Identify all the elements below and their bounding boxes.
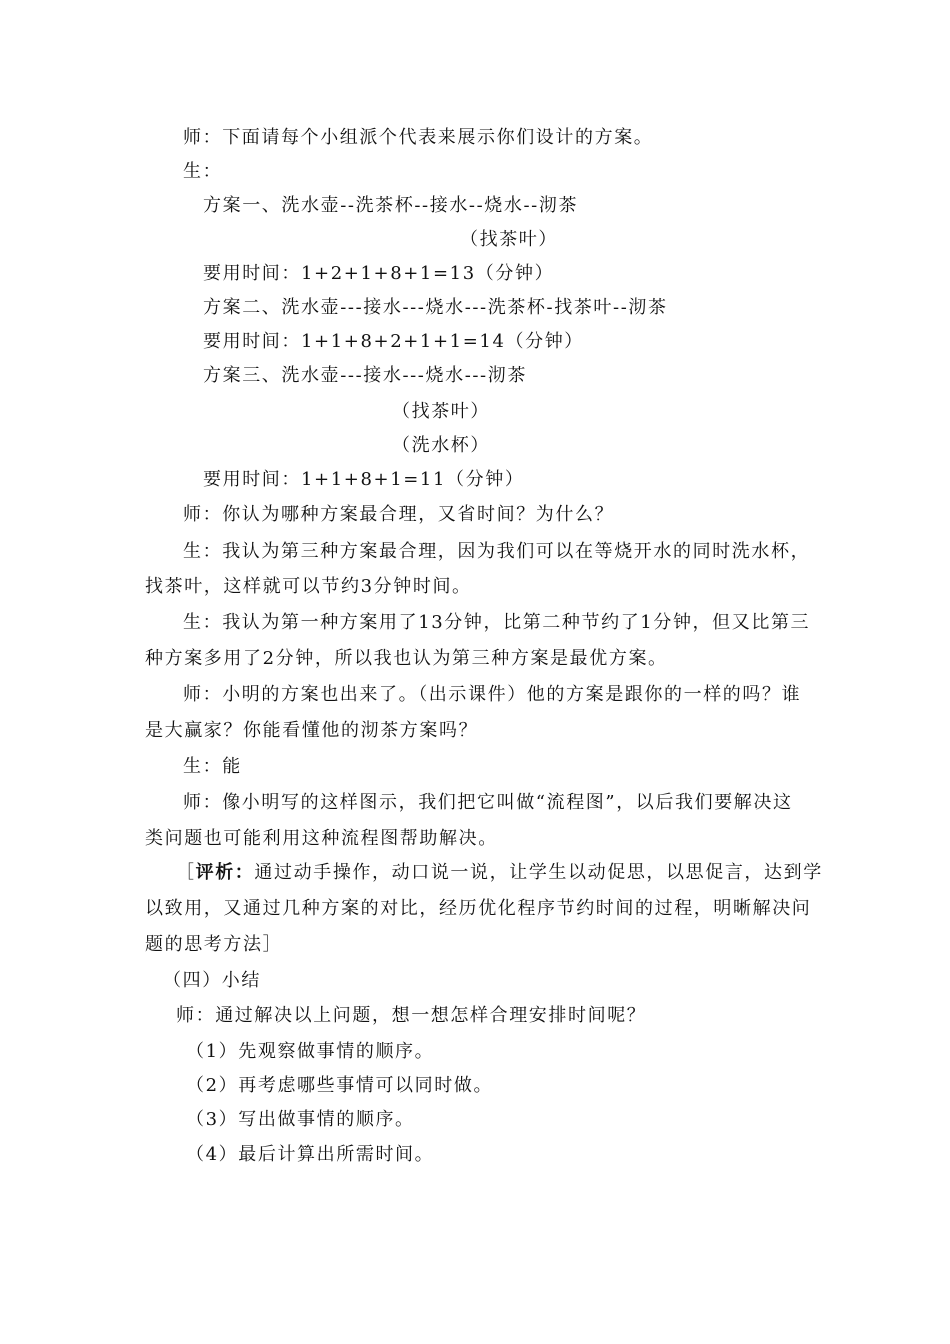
commentary-continued: 题的思考方法］ — [145, 934, 283, 955]
summary-item-1: （1）先观察做事情的顺序。 — [186, 1041, 435, 1062]
plan-two-steps: 方案二、洗水壶---接水---烧水---洗茶杯-找茶叶--沏茶 — [203, 297, 668, 318]
student-line: 生： — [183, 161, 223, 182]
teacher-line: 师：通过解决以上问题，想一想怎样合理安排时间呢？ — [176, 1005, 647, 1026]
student-line: 生：我认为第一种方案用了13分钟，比第二种节约了1分钟，但又比第三 — [183, 612, 811, 633]
teacher-line-continued: 是大赢家？你能看懂他的沏茶方案吗？ — [145, 720, 479, 741]
commentary-continued: 以致用，又通过几种方案的对比，经历优化程序节约时间的过程，明晰解决问 — [145, 898, 812, 919]
teacher-line: 师：你认为哪种方案最合理，又省时间？为什么？ — [183, 504, 615, 525]
plan-two-time: 要用时间：1+1+8+2+1+1=14（分钟） — [203, 331, 584, 352]
student-line-continued: 种方案多用了2分钟，所以我也认为第三种方案是最优方案。 — [145, 648, 668, 669]
teacher-line: 师：小明的方案也出来了。（出示课件）他的方案是跟你的一样的吗？谁 — [183, 684, 802, 705]
student-line-continued: 找茶叶，这样就可以节约3分钟时间。 — [145, 576, 472, 597]
plan-one-time: 要用时间：1+2+1+8+1=13（分钟） — [203, 263, 555, 284]
teacher-line: 师：像小明写的这样图示，我们把它叫做“流程图”，以后我们要解决这 — [183, 792, 793, 813]
plan-one-steps: 方案一、洗水壶--洗茶杯--接水--烧水--沏茶 — [203, 195, 579, 216]
commentary-paragraph: ［评析：通过动手操作，动口说一说，让学生以动促思，以思促言，达到学 — [176, 862, 823, 883]
summary-item-2: （2）再考虑哪些事情可以同时做。 — [186, 1075, 494, 1096]
teacher-line: 师：下面请每个小组派个代表来展示你们设计的方案。 — [183, 127, 654, 148]
student-line: 生：能 — [183, 756, 242, 777]
teacher-line-continued: 类问题也可能利用这种流程图帮助解决。 — [145, 828, 498, 849]
summary-item-4: （4）最后计算出所需时间。 — [186, 1144, 435, 1165]
section-heading-summary: （四）小结 — [163, 970, 261, 991]
plan-three-steps: 方案三、洗水壶---接水---烧水---沏茶 — [203, 365, 527, 386]
commentary-label: 评析： — [195, 862, 255, 883]
plan-three-time: 要用时间：1+1+8+1=11（分钟） — [203, 469, 525, 490]
student-line: 生：我认为第三种方案最合理，因为我们可以在等烧开水的同时洗水杯， — [183, 541, 811, 562]
summary-item-3: （3）写出做事情的顺序。 — [186, 1109, 415, 1130]
